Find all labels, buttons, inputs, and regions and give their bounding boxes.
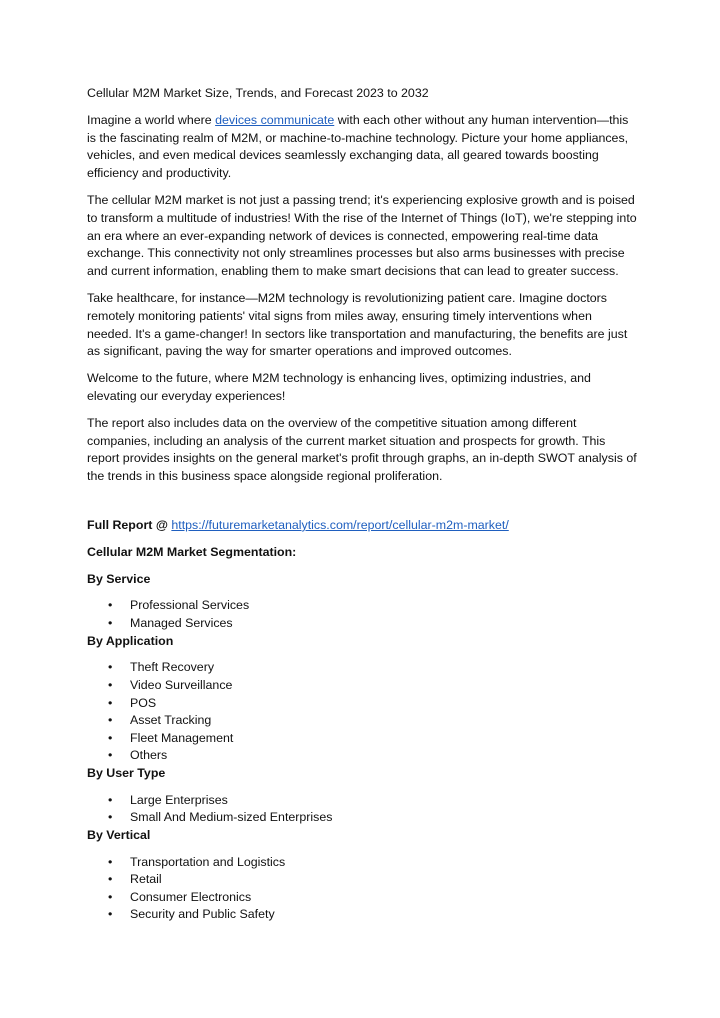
list-item-label: Consumer Electronics: [130, 889, 252, 904]
bullet-icon: •: [108, 615, 113, 630]
full-report-label: Full Report @: [87, 517, 172, 532]
list-item: [87, 906, 637, 924]
bullet-icon: •: [108, 907, 113, 922]
list-item-label: Security and Public Safety: [130, 907, 275, 922]
list-item: [87, 747, 637, 765]
list-item: [87, 792, 637, 810]
bullet-icon: •: [108, 872, 113, 887]
segmentation-groups: [87, 571, 637, 925]
bullet-icon: •: [108, 598, 113, 613]
full-report-line: [87, 517, 637, 535]
list-item: [87, 597, 637, 615]
paragraph-welcome: Welcome to the future, where M2M technology is enhancing lives, optimizing industries, and elevating our everyday experiences!: [87, 371, 591, 403]
bullet-icon: •: [108, 854, 113, 869]
segment-group-heading: By User Type: [87, 765, 166, 780]
list-item-label: Professional Services: [130, 598, 250, 613]
list-item-label: Transportation and Logistics: [130, 854, 286, 869]
bullet-icon: •: [108, 810, 113, 825]
segment-group-heading: By Service: [87, 571, 151, 586]
bullet-icon: •: [108, 660, 113, 675]
list-item: [87, 871, 637, 889]
list-item-label: Others: [130, 748, 168, 763]
list-item-label: Video Surveillance: [130, 677, 233, 692]
devices-communicate-link[interactable]: devices communicate: [215, 112, 335, 127]
intro-paragraph: [87, 112, 637, 183]
segment-list: [87, 659, 637, 765]
bullet-icon: •: [108, 713, 113, 728]
paragraph-market-growth: The cellular M2M market is not just a passing trend; it's experiencing explosive growth and is poised to transform a multitude of industries! With the rise of the Internet of Things (IoT), we're stepping into an era where an ever-expanding network of devices is connected, empowering real-time data exchange. This connectivity not only streamlines processes but also arms businesses with precise and current information, enabling them to make smart decisions that can lead to greater success.: [87, 192, 637, 279]
intro-text-before-link: Imagine a world where: [87, 112, 216, 127]
list-item-label: Large Enterprises: [130, 792, 228, 807]
list-item: [87, 889, 637, 907]
segment-list: [87, 597, 637, 632]
list-item-label: POS: [130, 695, 157, 710]
segmentation-title: Cellular M2M Market Segmentation:: [87, 544, 297, 559]
list-item-label: Asset Tracking: [130, 713, 212, 728]
list-item-label: Fleet Management: [130, 730, 234, 745]
list-item-label: Theft Recovery: [130, 660, 215, 675]
segment-list: [87, 792, 637, 827]
list-item-label: Retail: [130, 872, 162, 887]
bullet-icon: •: [108, 792, 113, 807]
list-item: [87, 854, 637, 872]
section-spacer: [87, 495, 637, 517]
list-item-label: Small And Medium-sized Enterprises: [130, 810, 333, 825]
segment-group-heading: By Vertical: [87, 827, 151, 842]
list-item: [87, 730, 637, 748]
intro-text-after-link: with each other without any human intervention—this is the fascinating realm of M2M, or machine-to-machine technology. Picture your home appliances, vehicles, and even medical devices seamlessly exchanging data, all geared towards boosting efficiency and productivity.: [87, 112, 629, 181]
document-page: [87, 85, 637, 924]
bullet-icon: •: [108, 748, 113, 763]
list-item-label: Managed Services: [130, 615, 233, 630]
paragraph-report-overview: The report also includes data on the overview of the competitive situation among different companies, including an analysis of the current market situation and prospects for growth. This report provides insights on the general market's profit through graphs, an in-depth SWOT analysis of the trends in this business space alongside regional proliferation.: [87, 415, 637, 484]
document-title: Cellular M2M Market Size, Trends, and Forecast 2023 to 2032: [87, 86, 429, 100]
paragraph-healthcare: Take healthcare, for instance—M2M technology is revolutionizing patient care. Imagine doctors remotely monitoring patients' vital signs from miles away, ensuring timely interventions when needed. It's a game-changer! In sectors like transportation and manufacturing, the benefits are just as significant, paving the way for smarter operations and improved outcomes.: [87, 290, 628, 359]
list-item: [87, 809, 637, 827]
full-report-link[interactable]: https://futuremarketanalytics.com/report/cellular-m2m-market/: [171, 517, 509, 532]
segment-group-heading: By Application: [87, 633, 174, 648]
bullet-icon: •: [108, 695, 113, 710]
segment-list: [87, 854, 637, 924]
list-item: [87, 677, 637, 695]
bullet-icon: •: [108, 730, 113, 745]
list-item: [87, 659, 637, 677]
list-item: [87, 695, 637, 713]
bullet-icon: •: [108, 889, 113, 904]
list-item: [87, 712, 637, 730]
bullet-icon: •: [108, 677, 113, 692]
list-item: [87, 615, 637, 633]
